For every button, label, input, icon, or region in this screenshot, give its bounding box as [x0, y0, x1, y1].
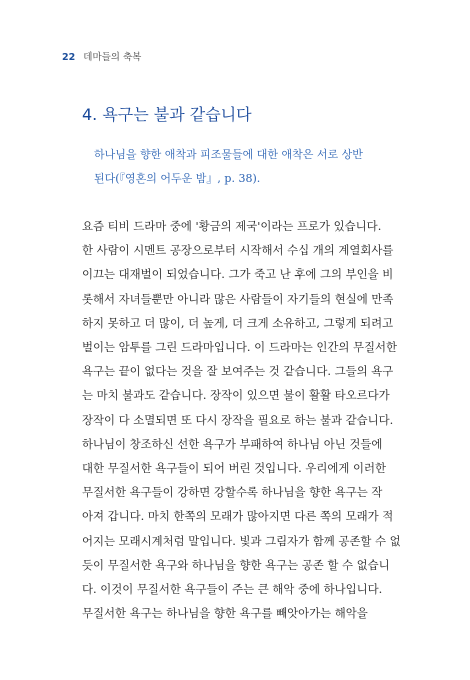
body-line: 무질서한 욕구는 하나님을 향한 욕구를 빼앗아가는 해악을 [82, 606, 368, 621]
body-line: 이끄는 대재벌이 되었습니다. 그가 죽고 난 후에 그의 부인을 비 [82, 267, 394, 282]
page-number: 22 [62, 52, 76, 63]
section-title: 4. 욕구는 불과 같습니다 [82, 105, 252, 124]
body-line: 벌이는 암투를 그린 드라마입니다. 이 드라마는 인간의 무질서한 [82, 340, 398, 355]
body-line: 는 마치 불과도 같습니다. 장작이 있으면 불이 활활 타오르다가 [82, 388, 390, 403]
body-line: 한 사람이 시멘트 공장으로부터 시작해서 수십 개의 계열회사를 [82, 243, 394, 258]
epigraph [94, 143, 394, 191]
body-line: 아져 갑니다. 마치 한쪽의 모래가 많아지면 다른 쪽의 모래가 적 [82, 509, 394, 524]
body-line: 요즘 티비 드라마 중에 '황금의 제국'이라는 프로가 있습니다. [82, 219, 382, 233]
running-head [62, 49, 141, 63]
body-line: 장작이 다 소멸되면 또 다시 장작을 필요로 하는 불과 같습니다. [82, 412, 394, 427]
body-line: 욕구는 끝이 없다는 것을 잘 보여주는 것 같습니다. 그들의 욕구 [82, 364, 394, 379]
epigraph-line: 하나님을 향한 애착과 피조물들에 대한 애착은 서로 상반 [94, 148, 363, 161]
body-line: 하지 못하고 더 많이, 더 높게, 더 크게 소유하고, 그렇게 되려고 [82, 315, 394, 330]
epigraph-line: 된다(『영혼의 어두운 밤』, p. 38). [94, 172, 261, 185]
body-text [82, 214, 401, 625]
book-title: 데마들의 축복 [83, 52, 142, 63]
body-line: 하나님이 창조하신 선한 욕구가 부패하여 하나님 아닌 것들에 [82, 436, 383, 451]
body-line: 다. 이것이 무질서한 욕구들이 주는 큰 해악 중에 하나입니다. [82, 582, 383, 597]
body-line: 롯해서 자녀들뿐만 아니라 많은 사람들이 자기들의 현실에 만족 [82, 291, 394, 306]
body-line: 어지는 모래시계처럼 말입니다. 빛과 그림자가 함께 공존할 수 없 [82, 533, 401, 548]
body-line: 무질서한 욕구들이 강하면 강할수록 하나님을 향한 욕구는 작 [82, 485, 383, 500]
body-line: 대한 무질서한 욕구들이 되어 버린 것입니다. 우리에게 이러한 [82, 461, 387, 476]
body-line: 듯이 무질서한 욕구와 하나님을 향한 욕구는 공존 할 수 없습니 [82, 557, 390, 572]
